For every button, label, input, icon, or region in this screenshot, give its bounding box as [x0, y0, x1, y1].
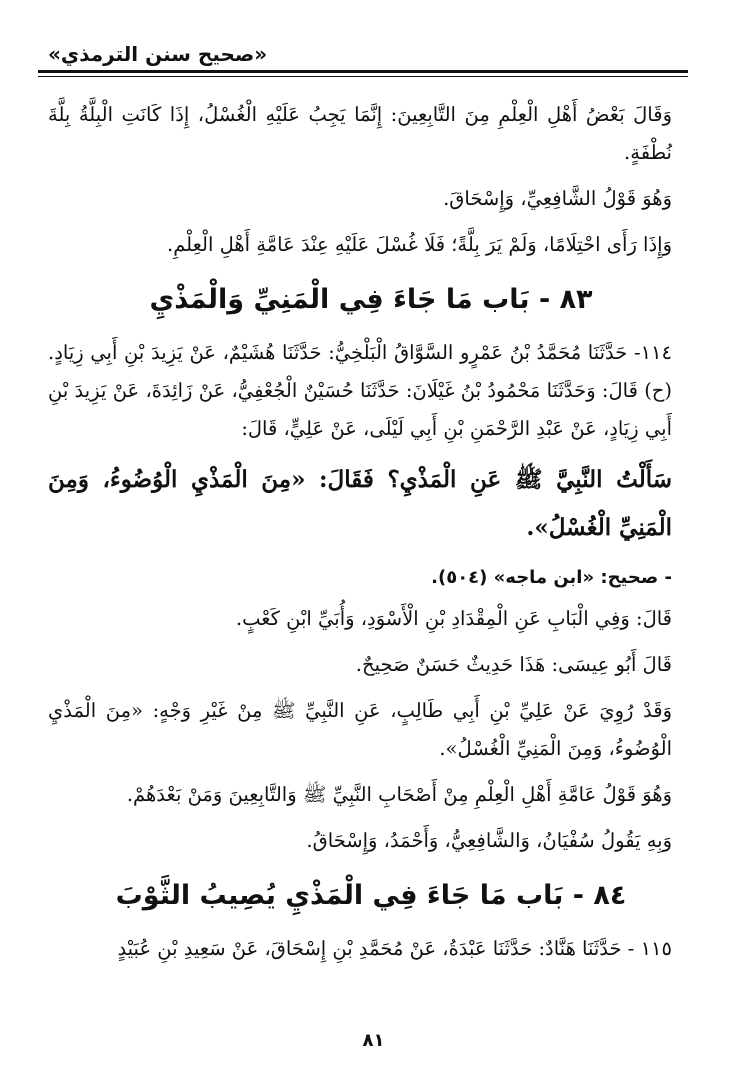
chapter-heading-84: ٨٤ - بَاب مَا جَاءَ فِي الْمَذْيِ يُصِيبُ الثَّوْبَ [115, 880, 627, 911]
hadith-114-matn: سَأَلْتُ النَّبِيَّ ﷺ عَنِ الْمَذْيِ؟ فَقَالَ: «مِنَ الْمَذْيِ الْوُضُوءُ، وَمِنَ الْمَنِيِّ الْغُسْلُ». [48, 466, 672, 541]
paragraph-ruwiya: وَقَدْ رُوِيَ عَنْ عَلِيِّ بْنِ أَبِي طَالِبٍ، عَنِ النَّبِيِّ ﷺ مِنْ غَيْرِ وَجْهٍ: «مِنَ الْمَذْيِ الْوُضُوءُ، وَمِنَ الْمَنِيِّ الْغُسْلُ». [48, 699, 672, 760]
paragraph-shafii-opinion: وَهُوَ قَوْلُ الشَّافِعِيِّ، وَإِسْحَاقَ. [443, 187, 672, 210]
header-rule-thin [38, 76, 688, 77]
hadith-114-isnad: ١١٤- حَدَّثَنَا مُحَمَّدُ بْنُ عَمْرٍو السَّوَّاقُ الْبَلْخِيُّ: حَدَّثَنَا هُشَيْمٌ، عَنْ يَزِيدَ بْنِ أَبِي زِيَادٍ. (ح) قَالَ: وَحَدَّثَنَا مَحْمُودُ بْنُ غَيْلَانَ: حَدَّثَنَا حُسَيْنٌ الْجُعْفِيُّ، عَنْ زَائِدَةَ، عَنْ يَزِيدَ بْنِ أَبِي زِيَادٍ، عَنْ عَبْدِ الرَّحْمَنِ بْنِ أَبِي لَيْلَى، عَنْ عَلِيٍّ، قَالَ: [48, 341, 672, 440]
page-body [48, 96, 694, 976]
hadith-115-isnad: ١١٥ - حَدَّثَنَا هَنَّادٌ: حَدَّثَنَا عَبْدَةُ، عَنْ مُحَمَّدِ بْنِ إِسْحَاقَ، عَنْ سَعِيدِ بْنِ عُبَيْدٍ [117, 937, 672, 960]
paragraph-abu-isa: قَالَ أَبُو عِيسَى: هَذَا حَدِيثٌ حَسَنٌ صَحِيحٌ. [355, 653, 672, 676]
paragraph-tabiin-opinion: وَقَالَ بَعْضُ أَهْلِ الْعِلْمِ مِنَ التَّابِعِينَ: إِنَّمَا يَجِبُ عَلَيْهِ الْغُسْلُ، إِذَا كَانَتِ الْبِلَّةُ بِلَّةَ نُطْفَةٍ. [48, 103, 672, 164]
page-number: ٨١ [362, 1030, 385, 1051]
hadith-grade: - صحيح: «ابن ماجه» (٥٠٤). [431, 567, 672, 588]
paragraph-ihtilam: وَإِذَا رَأَى احْتِلَامًا، وَلَمْ يَرَ بِلَّةً؛ فَلَا غُسْلَ عَلَيْهِ عِنْدَ عَامَّةِ أَهْلِ الْعِلْمِ. [167, 233, 672, 256]
paragraph-bihi-yaqul: وَبِهِ يَقُولُ سُفْيَانُ، وَالشَّافِعِيُّ، وَأَحْمَدُ، وَإِسْحَاقُ. [306, 829, 672, 852]
header-rule-thick [38, 70, 688, 73]
chapter-heading-83: ٨٣ - بَاب مَا جَاءَ فِي الْمَنِيِّ وَالْمَذْيِ [149, 284, 593, 315]
paragraph-fil-bab: قَالَ: وَفِي الْبَابِ عَنِ الْمِقْدَادِ بْنِ الْأَسْوَدِ، وَأُبَيِّ ابْنِ كَعْبٍ. [235, 607, 672, 630]
paragraph-amma: وَهُوَ قَوْلُ عَامَّةِ أَهْلِ الْعِلْمِ مِنْ أَصْحَابِ النَّبِيِّ ﷺ وَالتَّابِعِينَ وَمَنْ بَعْدَهُمْ. [126, 783, 672, 806]
book-title: «صحيح سنن الترمذي» [48, 42, 268, 66]
running-header [38, 40, 688, 80]
